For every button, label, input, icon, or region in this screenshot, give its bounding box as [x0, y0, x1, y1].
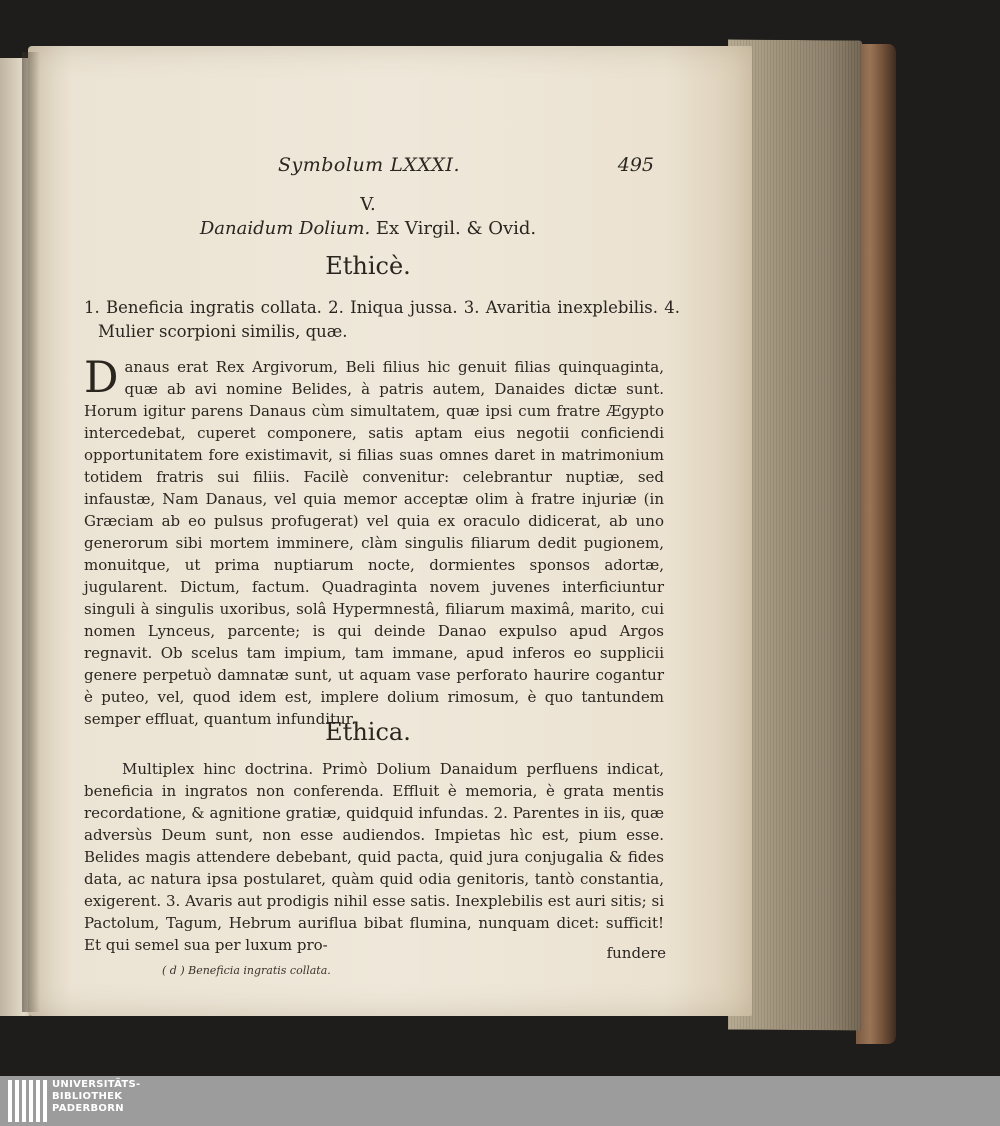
- library-footer-bar: [0, 1076, 1000, 1126]
- library-name-line-2: BIBLIOTHEK: [52, 1091, 123, 1102]
- section-number: V.: [360, 194, 376, 215]
- header-title: Symbolum LXXXI.: [278, 154, 460, 176]
- right-page: [28, 46, 752, 1016]
- subtitle-rest: Ex Virgil. & Ovid.: [370, 218, 537, 239]
- library-name: [52, 1079, 141, 1115]
- paragraph-narrative: [84, 353, 664, 730]
- library-logo-icon: [8, 1080, 48, 1122]
- section-subtitle: [28, 218, 708, 239]
- running-header: [64, 154, 654, 182]
- heading-ethice: Ethicè.: [325, 252, 411, 280]
- paragraph-doctrine: Multiplex hinc doctrina. Primò Dolium Danaidum perfluens indicat, beneficia in ingratos non conferenda. Effluit è memoria, è grata mentis recordatione, & agnitione gratiæ, quidquid infundas. 2. Parentes in iis, quæ adversùs Deum sunt, non esse audiendos. Impietas hìc est, pium esse. Belides magis attendere debebant, quid pacta, quid jura conjugalia & fides data, ac natura ipsa postularet, quàm quid odia genitoris, tantò constantia, exigerent. 3. Avaris aut prodigis nihil esse satis. Inexplebilis est auri sitis; si Pactolum, Tagum, Hebrum auriflua bibat flumina, nunquam dicet: sufficit! Et qui semel sua per luxum pro-: [84, 760, 664, 954]
- library-name-line-1: UNIVERSITÄTS-: [52, 1079, 141, 1090]
- library-name-line-3: PADERBORN: [52, 1103, 124, 1114]
- subtitle-italic: Danaidum Dolium.: [199, 218, 371, 239]
- page-number: 495: [617, 154, 654, 176]
- heading-ethica: Ethica.: [325, 718, 411, 746]
- footnote: ( d ) Beneficia ingratis collata.: [162, 964, 331, 977]
- catchword: fundere: [606, 944, 666, 962]
- page-gutter: [22, 52, 40, 1012]
- points-list: 1. Beneficia ingratis collata. 2. Iniqua jussa. 3. Avaritia inexplebilis. 4. Mulier scorpioni similis, quæ.: [84, 298, 680, 341]
- paragraph-1-text: anaus erat Rex Argivorum, Beli filius hic genuit filias quinquaginta, quæ ab avi nomine Belides, à patris autem, Danaides dictæ sunt. Horum igitur parens Danaus cùm simultatem, quæ ipsi cum fratre Ægypto intercedebat, cuperet componere, satis aptam eius negotii conficiendi opportunitatem fore existimavit, si filias suas omnes daret in matrimonium totidem fratris sui filiis. Facilè convenitur: celebrantur nuptiæ, sed infaustæ, Nam Danaus, vel quia memor acceptæ olim à fratre injuriæ (in Græciam ab eo pulsus profugerat) vel quia ex oraculo didicerat, ab uno generorum sibi mortem imminere, clàm singulis filiarum dedit pugionem, monuitque, ut prima nuptiarum nocte, dormientes sponsos adortæ, jugularent. Dictum, factum. Quadraginta novem juvenes interficiuntur singuli à singulis uxoribus, solâ Hypermnestâ, filiarum maximâ, marito, cui nomen Lynceus, parcente; is qui deinde Danao expulso apud Argos regnavit. Ob scelus tam impium, tam immane, apud inferos eo supplicii genere perpetuò damnatæ sunt, ut aquam vase perforato haurire cogantur è puteo, vel, quod idem est, implere dolium rimosum, è quo tantundem semper effluat, quantum infunditur.: [84, 358, 664, 728]
- book-cover: [856, 44, 896, 1044]
- drop-cap: D: [84, 353, 119, 403]
